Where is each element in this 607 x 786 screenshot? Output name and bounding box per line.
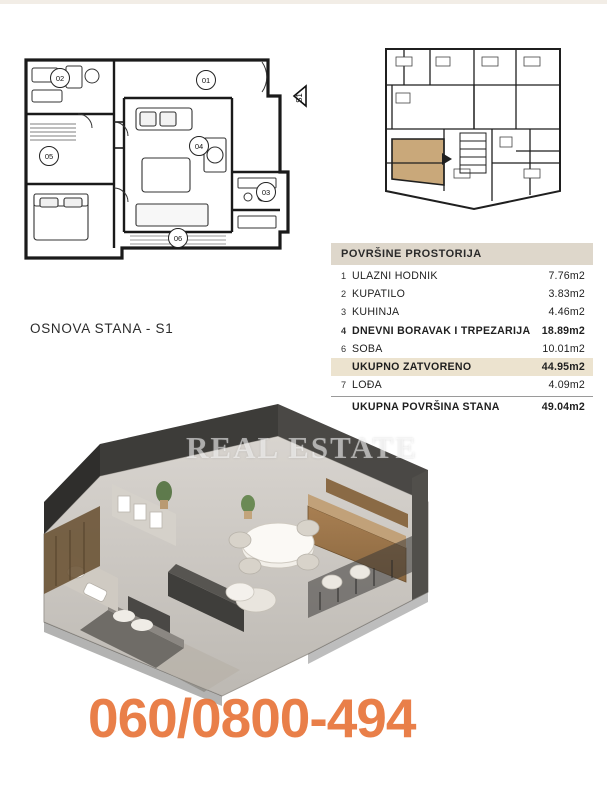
room-label-02: 02 — [55, 74, 65, 83]
table-row — [331, 340, 593, 358]
main-floor-plan — [18, 52, 318, 272]
area-table-rows — [331, 265, 593, 416]
row-number: 6 — [341, 343, 347, 354]
room-label-01: 01 — [201, 76, 211, 85]
table-row-subtotal — [331, 358, 593, 376]
area-table-header: POVRŠINE PROSTORIJA — [331, 243, 593, 265]
table-row — [331, 303, 593, 321]
table-row — [331, 376, 593, 394]
page-title: OSNOVA STANA - S1 — [30, 321, 174, 336]
row-value: 3.83m2 — [548, 288, 585, 301]
row-value: 4.09m2 — [548, 379, 585, 392]
row-name: KUHINJA — [352, 306, 400, 319]
row-name: DNEVNI BORAVAK I TRPEZARIJA — [352, 324, 531, 337]
row-number: 3 — [341, 307, 347, 318]
table-row — [331, 285, 593, 303]
room-label-06: 06 — [173, 234, 183, 243]
3d-render-view — [8, 396, 456, 716]
area-table — [331, 243, 593, 416]
row-name: UKUPNO ZATVORENO — [352, 360, 472, 373]
row-value: 10.01m2 — [542, 342, 585, 355]
room-label-03: 03 — [261, 188, 271, 197]
row-number: 1 — [341, 271, 347, 281]
row-name: KUPATILO — [352, 288, 406, 301]
room-label-05: 05 — [44, 152, 54, 161]
row-value: 4.46m2 — [548, 306, 585, 319]
watermark-phone: 060/0800-494 — [88, 687, 416, 749]
table-row — [331, 322, 593, 340]
highlighted-unit — [392, 139, 444, 185]
room-label-04: 04 — [194, 142, 204, 151]
entrance-marker-label: S1 — [295, 93, 304, 103]
row-value: 49.04m2 — [541, 401, 585, 414]
row-name: SOBA — [352, 342, 383, 355]
row-value: 18.89m2 — [541, 324, 585, 337]
top-divider — [0, 0, 607, 4]
row-number: 7 — [341, 380, 347, 391]
building-position-plan — [374, 33, 574, 228]
entrance-marker — [294, 86, 306, 106]
row-name: LOĐA — [352, 379, 383, 392]
row-value: 7.76m2 — [548, 270, 585, 282]
table-row — [331, 267, 593, 285]
row-name: UKUPNA POVRŠINA STANA — [352, 401, 500, 414]
row-value: 44.95m2 — [541, 360, 585, 373]
row-name: ULAZNI HODNIK — [352, 270, 438, 282]
row-number: 4 — [341, 325, 347, 336]
row-number: 2 — [341, 289, 347, 300]
watermark-brand: REAL ESTATE — [186, 430, 418, 465]
